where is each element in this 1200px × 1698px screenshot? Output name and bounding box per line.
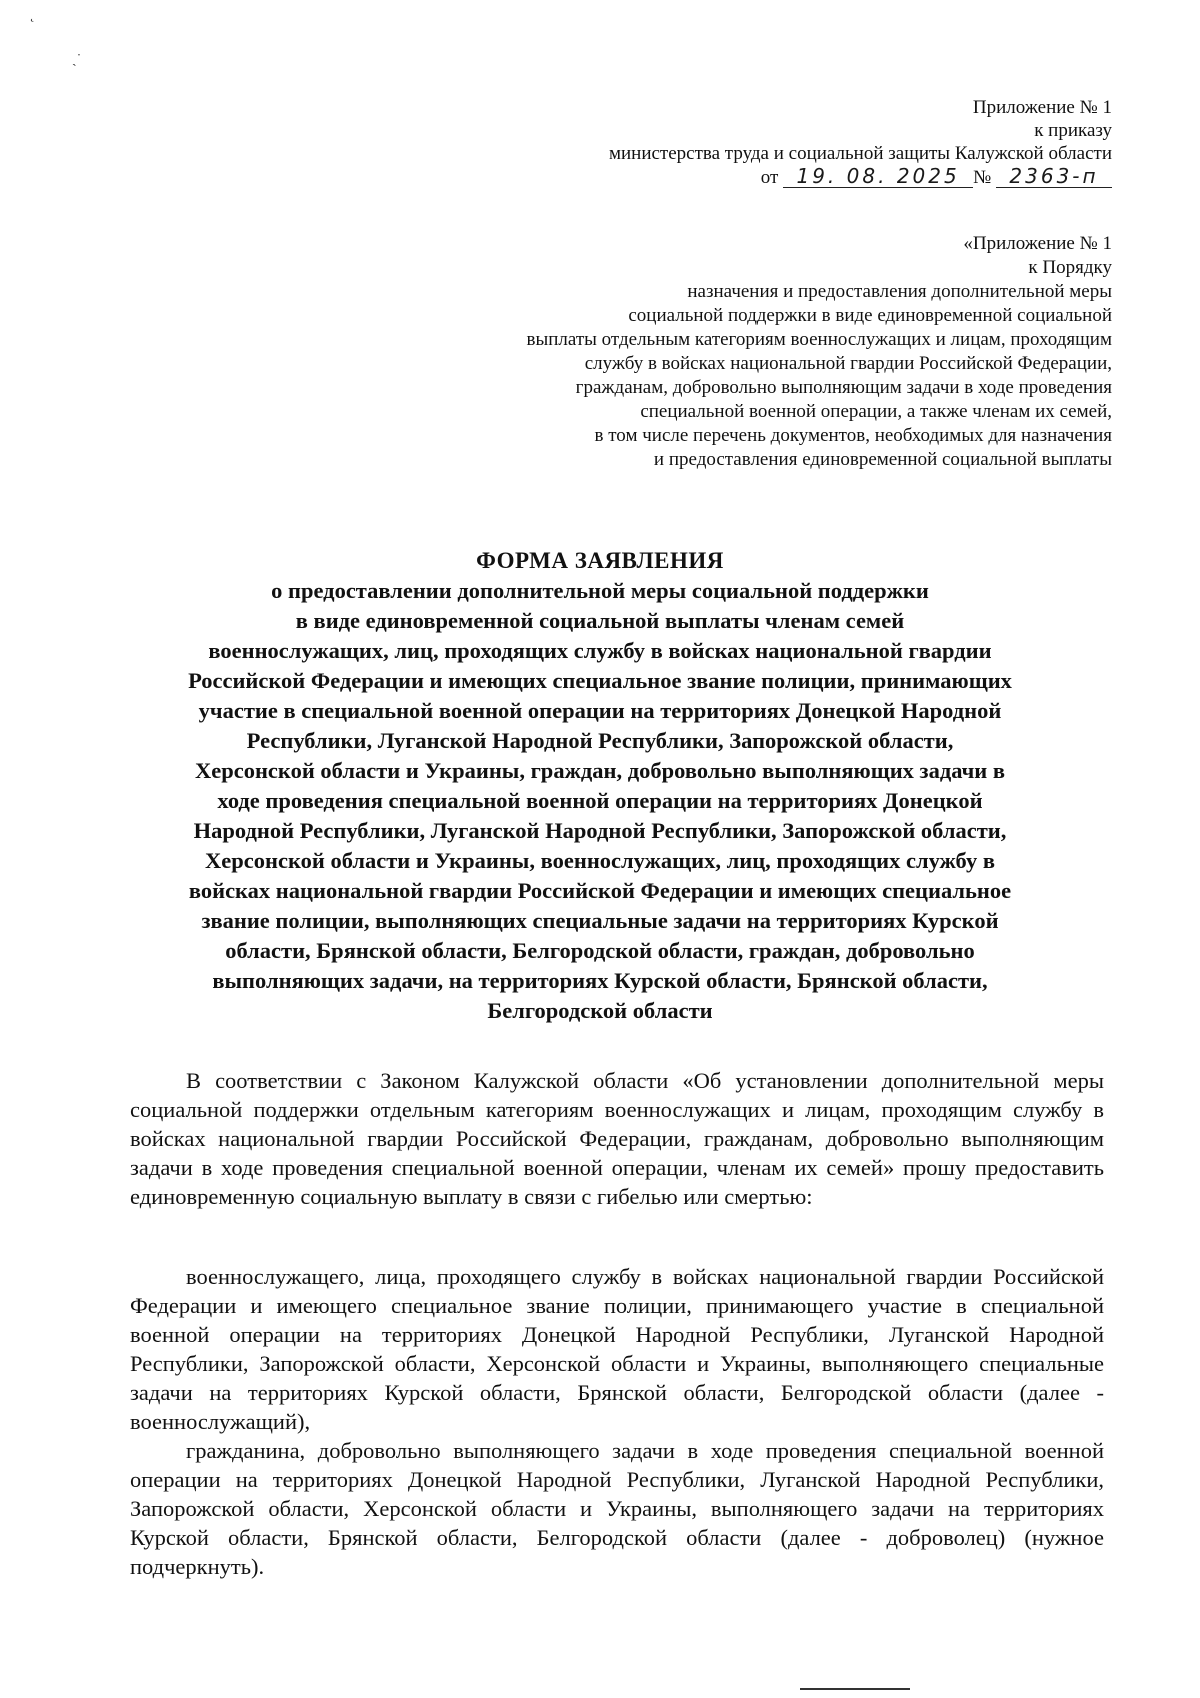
form-title-line: войсках национальной гвардии Российской Федерации и имеющих специальное: [188, 878, 1012, 903]
form-title-line: Народной Республики, Луганской Народной Республики, Запорожской области,: [193, 818, 1007, 843]
appendix-line: специальной военной операции, а также членам их семей,: [640, 401, 1112, 422]
appendix-line: «Приложение № 1: [963, 233, 1112, 254]
appendix-line: службу в войсках национальной гвардии Российской Федерации,: [584, 353, 1112, 374]
date-prefix: от: [760, 167, 779, 188]
form-title-line: в виде единовременной социальной выплаты членам семей: [295, 608, 905, 633]
handwritten-date: 19. 08. 2025: [783, 165, 973, 188]
scan-mark: ˏ˙: [72, 52, 82, 67]
form-title-line: военнослужащих, лиц, проходящих службу в войсках национальной гвардии: [208, 638, 992, 663]
form-title-line: Херсонской области и Украины, военнослужащих, лиц, проходящих службу в: [205, 848, 995, 873]
page-bottom-rule: [800, 1688, 910, 1690]
appendix-line: гражданам, добровольно выполняющим задачи в ходе проведения: [575, 377, 1112, 398]
approval-order-ref: к приказу: [1034, 120, 1112, 141]
approval-ministry: министерства труда и социальной защиты Калужской области: [608, 143, 1112, 164]
form-title-line: Республики, Луганской Народной Республики, Запорожской области,: [246, 728, 954, 753]
approval-date-line: [761, 165, 1112, 189]
appendix-line: в том числе перечень документов, необходимых для назначения: [594, 425, 1112, 446]
appendix-line: выплаты отдельным категориям военнослужащих и лицам, проходящим: [526, 329, 1112, 350]
body-paragraph-volunteer: гражданина, добровольно выполняющего задачи в ходе проведения специальной военной операции на территориях Донецкой Народной Республики, Луганской Народной Республики, Запорожской области, Херсонской области и Украины, выполняющего задачи на территориях Курской области, Брянской области, Белгородской области (далее - доброволец) (нужное подчеркнуть).: [130, 1438, 1104, 1579]
appendix-line: социальной поддержки в виде единовременной социальной: [628, 305, 1112, 326]
form-title-line: Российской Федерации и имеющих специальное звание полиции, принимающих: [188, 668, 1012, 693]
approval-title: Приложение № 1: [972, 97, 1112, 118]
form-title-line: Херсонской области и Украины, граждан, добровольно выполняющих задачи в: [194, 758, 1006, 783]
appendix-block: [352, 232, 1112, 472]
form-title-line: выполняющих задачи, на территориях Курской области, Брянской области,: [212, 968, 988, 993]
body-paragraph-serviceman: военнослужащего, лица, проходящего службу в войсках национальной гвардии Российской Федерации и имеющего специальное звание полиции, принимающего участие в специальной военной операции на территориях Донецкой Народной Республики, Луганской Народной Республики, Запорожской области, Херсонской области и Украины, выполняющего специальные задачи на территориях Курской области, Брянской области, Белгородской области (далее - военнослужащий),: [130, 1264, 1104, 1434]
scan-mark: ˛: [30, 8, 35, 23]
form-title-line: Белгородской области: [487, 998, 713, 1023]
form-title-line: ходе проведения специальной военной операции на территориях Донецкой: [217, 788, 983, 813]
form-title-line: области, Брянской области, Белгородской области, граждан, добровольно: [225, 938, 975, 963]
number-prefix: №: [973, 167, 992, 188]
appendix-line: и предоставления единовременной социальной выплаты: [653, 449, 1112, 470]
form-heading: ФОРМА ЗАЯВЛЕНИЯ: [476, 548, 724, 573]
form-title-line: звание полиции, выполняющих специальные задачи на территориях Курской: [201, 908, 999, 933]
form-title-line: участие в специальной военной операции на территориях Донецкой Народной: [198, 698, 1002, 723]
body-paragraph-request: В соответствии с Законом Калужской области «Об установлении дополнительной меры социальной поддержки отдельным категориям военнослужащих и лицам, проходящим службу в войсках национальной гвардии Российской Федерации, гражданам, добровольно выполняющим задачи в ходе проведения специальной военной операции, членам их семей» прошу предоставить единовременную социальную выплату в связи с гибелью или смертью:: [130, 1068, 1104, 1209]
appendix-line: назначения и предоставления дополнительной меры: [687, 281, 1112, 302]
form-title: [120, 546, 1080, 1026]
handwritten-number: 2363-п: [996, 165, 1112, 188]
form-title-line: о предоставлении дополнительной меры социальной поддержки: [271, 578, 929, 603]
approval-block: [472, 96, 1112, 189]
appendix-line: к Порядку: [1028, 257, 1112, 278]
